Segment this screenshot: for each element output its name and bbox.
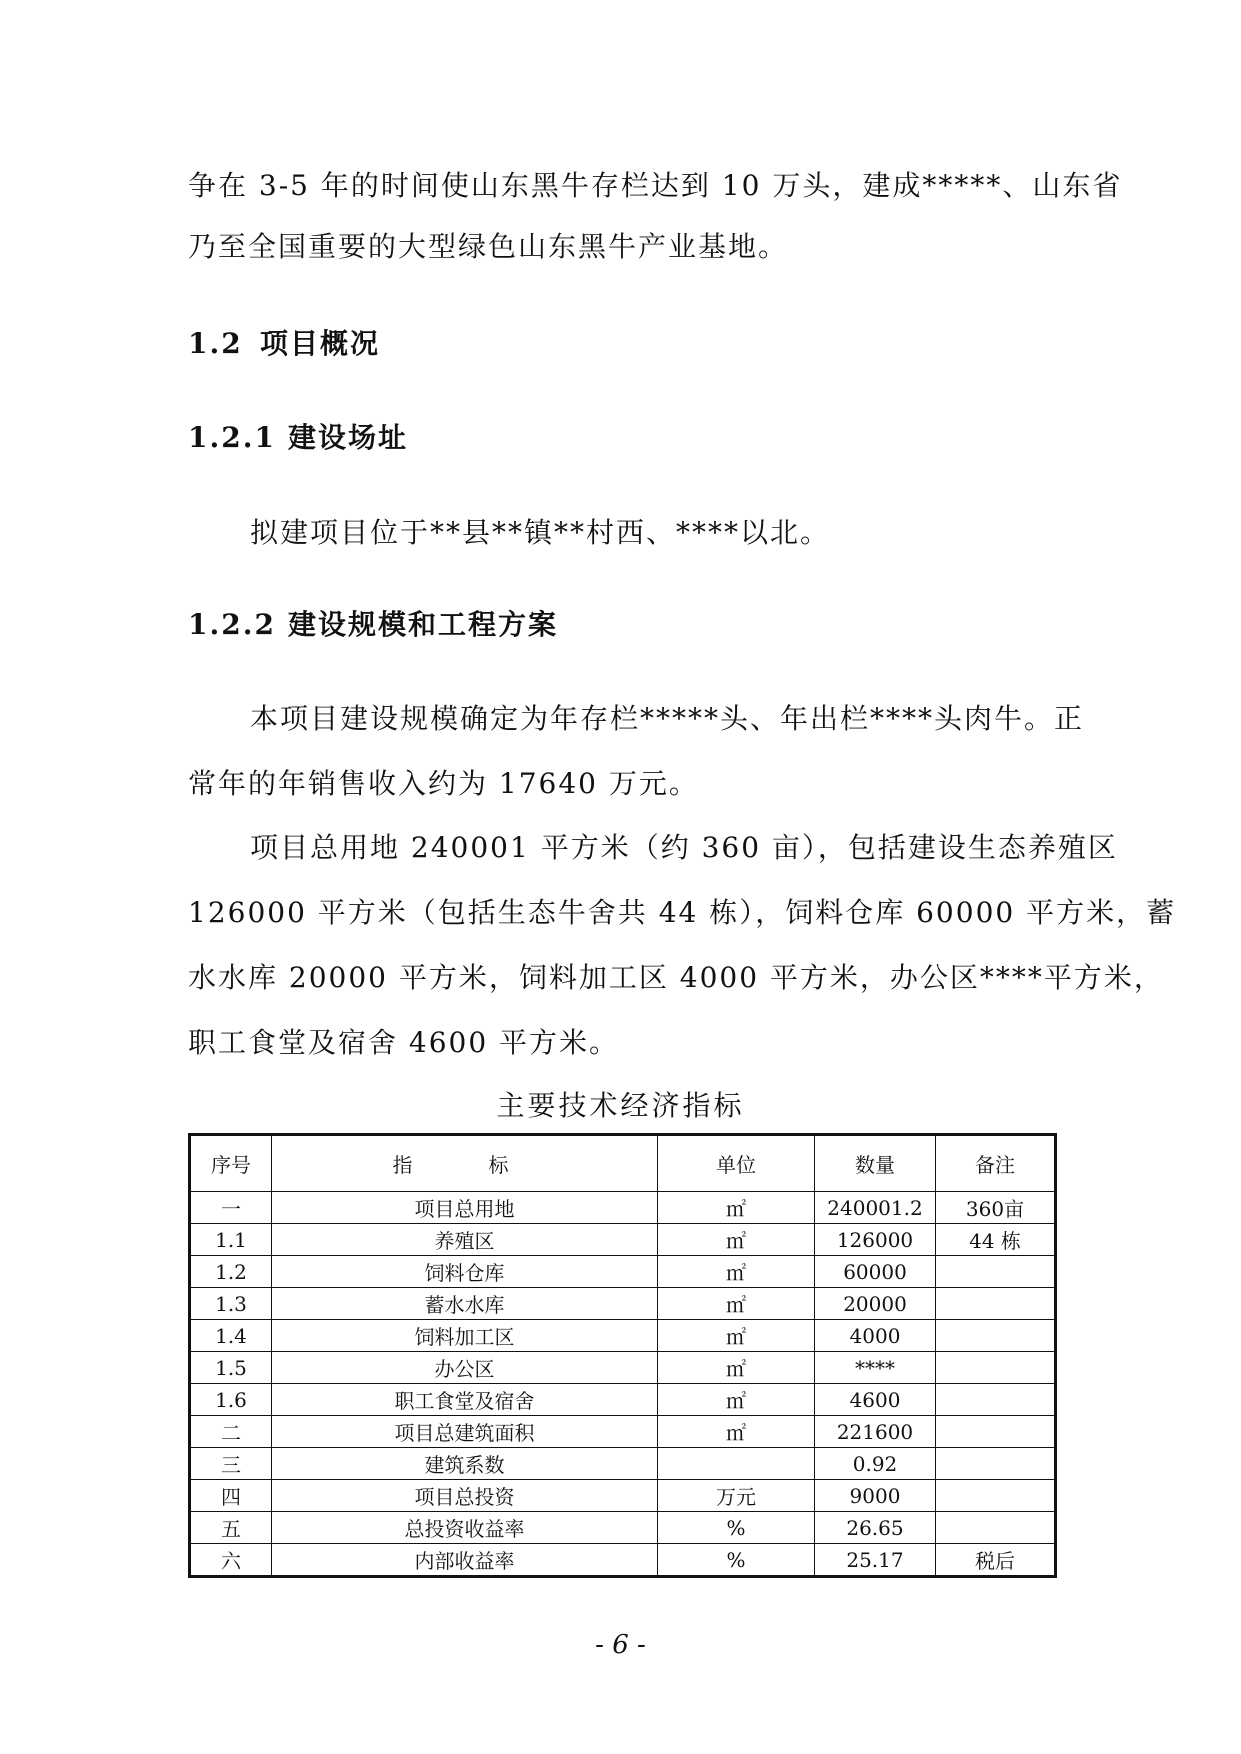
row-number-cell: 1.3 (190, 1288, 272, 1320)
remark-cell (936, 1448, 1056, 1480)
quantity-cell: 25.17 (815, 1544, 936, 1577)
section-number: 1.2 (188, 327, 243, 360)
indicator-cell: 饲料加工区 (272, 1320, 658, 1352)
table-row (190, 1512, 1056, 1544)
table-row (190, 1256, 1056, 1288)
quantity-cell: 0.92 (815, 1448, 936, 1480)
remark-cell (936, 1384, 1056, 1416)
row-number-cell: 1.1 (190, 1224, 272, 1256)
row-number-cell: 二 (190, 1416, 272, 1448)
section-number: 1.2.1 (188, 421, 276, 454)
quantity-cell: 20000 (815, 1288, 936, 1320)
header-cell: 单位 (658, 1135, 815, 1192)
section-number: 1.2.2 (188, 608, 276, 641)
table-row (190, 1416, 1056, 1448)
quantity-cell: 4000 (815, 1320, 936, 1352)
paragraph-line: 水水库 20000 平方米，饲料加工区 4000 平方米，办公区****平方米， (188, 961, 1164, 994)
unit-cell: ㎡ (658, 1416, 815, 1448)
unit-cell: % (658, 1544, 815, 1577)
paragraph-line: 126000 平方米（包括生态牛舍共 44 栋），饲料仓库 60000 平方米，蓄 (188, 896, 1177, 929)
unit-cell: ㎡ (658, 1288, 815, 1320)
paragraph-line: 项目总用地 240001 平方米（约 360 亩），包括建设生态养殖区 (250, 831, 1118, 864)
indicators-table (188, 1133, 1057, 1578)
indicator-cell: 蓄水水库 (272, 1288, 658, 1320)
section-title: 项目概况 (260, 327, 381, 360)
unit-cell: ㎡ (658, 1320, 815, 1352)
table-row (190, 1320, 1056, 1352)
row-number-cell: 四 (190, 1480, 272, 1512)
unit-cell: ㎡ (658, 1352, 815, 1384)
row-number-cell: 五 (190, 1512, 272, 1544)
remark-cell (936, 1288, 1056, 1320)
quantity-cell: **** (815, 1352, 936, 1384)
header-cell: 序号 (190, 1135, 272, 1192)
unit-cell: % (658, 1512, 815, 1544)
paragraph-line: 常年的年销售收入约为 17640 万元。 (188, 767, 699, 800)
row-number-cell: 三 (190, 1448, 272, 1480)
section-heading-1-2-1 (188, 416, 408, 456)
indicator-cell: 办公区 (272, 1352, 658, 1384)
remark-cell (936, 1256, 1056, 1288)
table-row (190, 1288, 1056, 1320)
indicator-cell: 项目总建筑面积 (272, 1416, 658, 1448)
indicator-cell: 养殖区 (272, 1224, 658, 1256)
row-number-cell: 一 (190, 1192, 272, 1224)
section-heading-1-2 (188, 322, 380, 362)
unit-cell: ㎡ (658, 1192, 815, 1224)
remark-cell (936, 1512, 1056, 1544)
indicator-cell: 建筑系数 (272, 1448, 658, 1480)
row-number-cell: 六 (190, 1544, 272, 1577)
section-heading-1-2-2 (188, 603, 558, 643)
table-row (190, 1448, 1056, 1480)
paragraph-line: 本项目建设规模确定为年存栏*****头、年出栏****头肉牛。正 (250, 702, 1085, 735)
indicator-cell: 项目总投资 (272, 1480, 658, 1512)
table-caption: 主要技术经济指标 (496, 1089, 745, 1122)
table-row (190, 1480, 1056, 1512)
indicator-cell: 项目总用地 (272, 1192, 658, 1224)
header-cell: 数量 (815, 1135, 936, 1192)
remark-cell: 360亩 (936, 1192, 1056, 1224)
paragraph-line: 拟建项目位于**县**镇**村西、****以北。 (250, 516, 831, 549)
remark-cell (936, 1352, 1056, 1384)
header-cell: 指 标 (272, 1135, 658, 1192)
remark-cell (936, 1416, 1056, 1448)
quantity-cell: 126000 (815, 1224, 936, 1256)
indicator-cell: 职工食堂及宿舍 (272, 1384, 658, 1416)
paragraph-line: 职工食堂及宿舍 4600 平方米。 (188, 1026, 620, 1059)
row-number-cell: 1.4 (190, 1320, 272, 1352)
unit-cell: ㎡ (658, 1384, 815, 1416)
quantity-cell: 60000 (815, 1256, 936, 1288)
unit-cell: ㎡ (658, 1224, 815, 1256)
indicator-cell: 饲料仓库 (272, 1256, 658, 1288)
table-row (190, 1352, 1056, 1384)
remark-cell: 税后 (936, 1544, 1056, 1577)
section-title: 建设规模和工程方案 (288, 608, 559, 641)
table-row (190, 1384, 1056, 1416)
row-number-cell: 1.2 (190, 1256, 272, 1288)
section-title: 建设场址 (288, 421, 409, 454)
remark-cell (936, 1320, 1056, 1352)
unit-cell (658, 1448, 815, 1480)
quantity-cell: 9000 (815, 1480, 936, 1512)
unit-cell: ㎡ (658, 1256, 815, 1288)
unit-cell: 万元 (658, 1480, 815, 1512)
row-number-cell: 1.6 (190, 1384, 272, 1416)
remark-cell: 44 栋 (936, 1224, 1056, 1256)
table-row (190, 1192, 1056, 1224)
table-row (190, 1224, 1056, 1256)
quantity-cell: 221600 (815, 1416, 936, 1448)
quantity-cell: 240001.2 (815, 1192, 936, 1224)
table-header-row (190, 1135, 1056, 1192)
paragraph-line: 乃至全国重要的大型绿色山东黑牛产业基地。 (188, 230, 789, 263)
indicator-cell: 总投资收益率 (272, 1512, 658, 1544)
page-number: - 6 - (595, 1630, 646, 1660)
row-number-cell: 1.5 (190, 1352, 272, 1384)
table-body (190, 1192, 1056, 1577)
quantity-cell: 26.65 (815, 1512, 936, 1544)
remark-cell (936, 1480, 1056, 1512)
quantity-cell: 4600 (815, 1384, 936, 1416)
indicator-cell: 内部收益率 (272, 1544, 658, 1577)
header-cell: 备注 (936, 1135, 1056, 1192)
paragraph-line: 争在 3-5 年的时间使山东黑牛存栏达到 10 万头，建成*****、山东省 (188, 169, 1123, 202)
table-row (190, 1544, 1056, 1577)
